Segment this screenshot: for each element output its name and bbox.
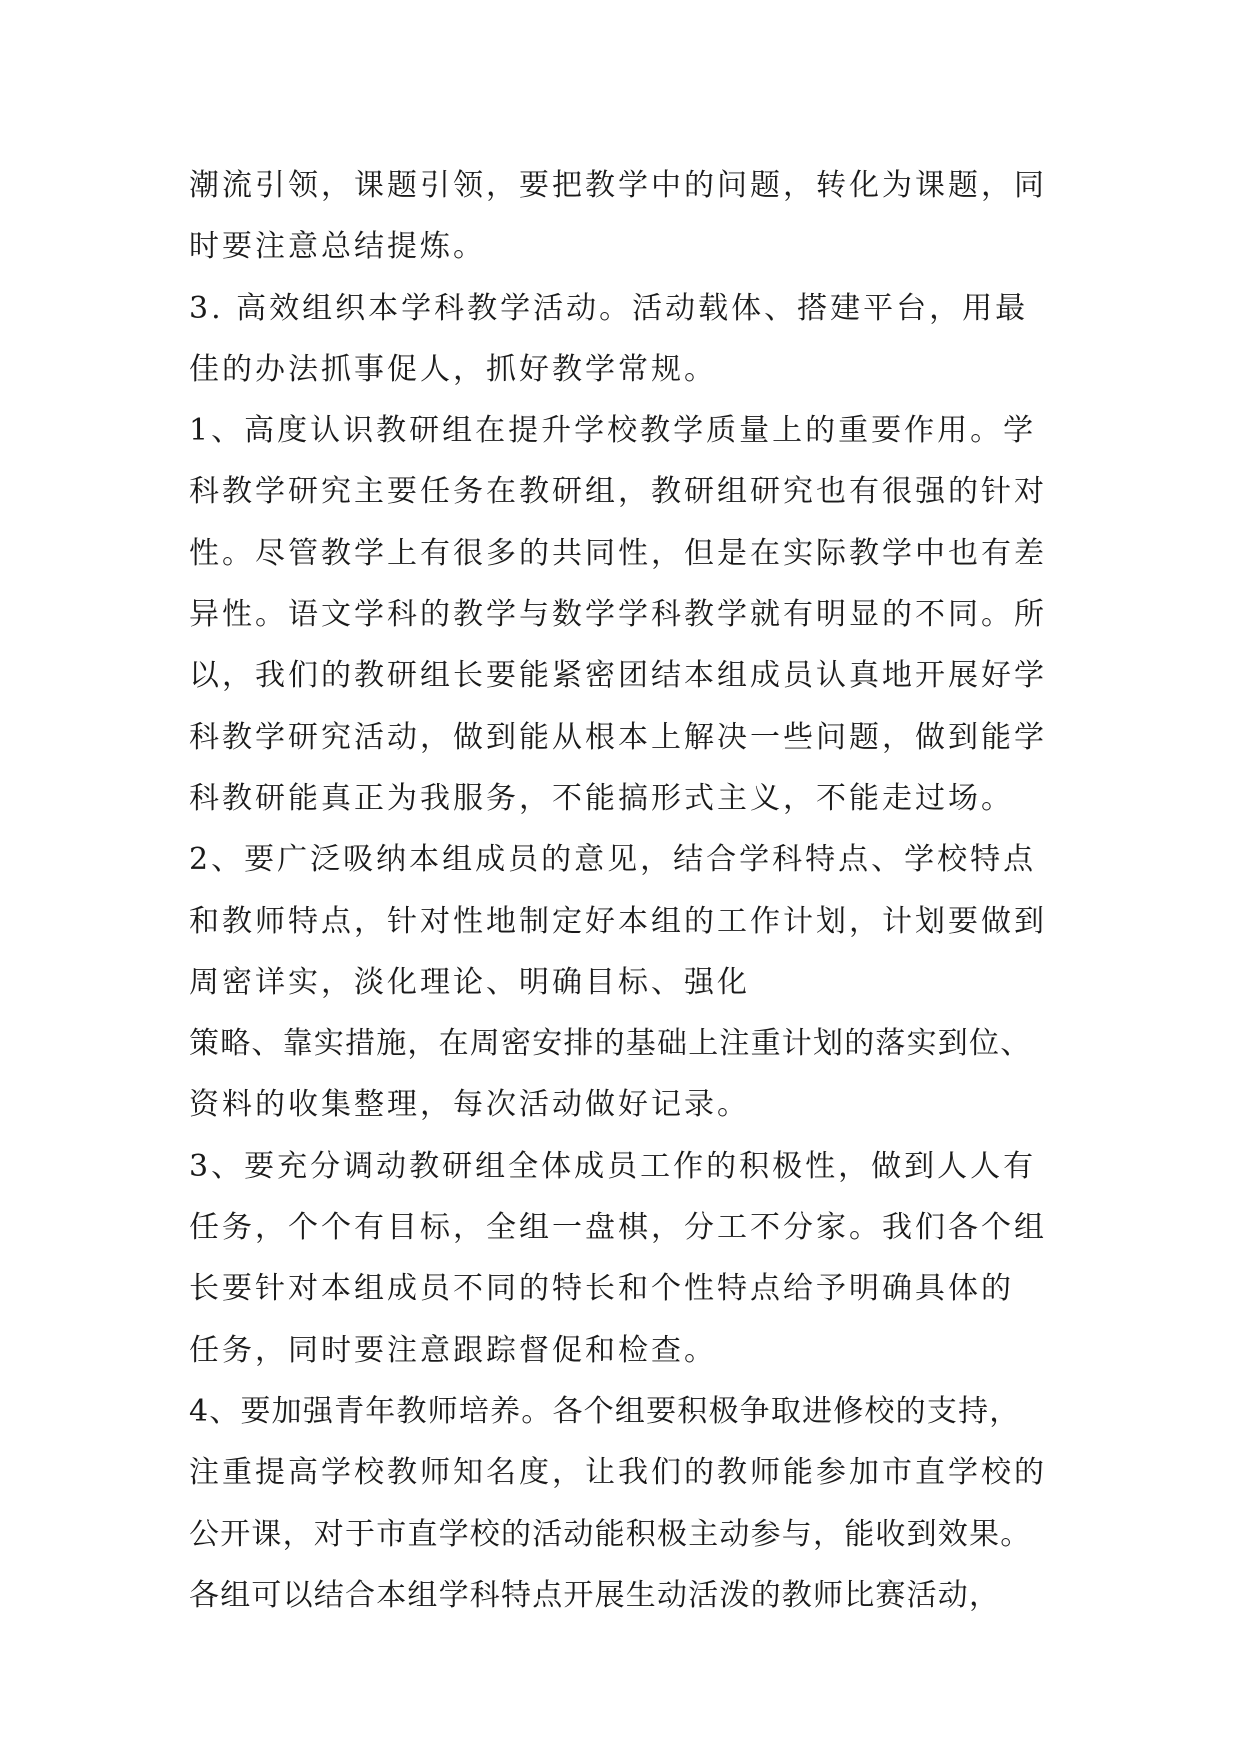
text-line: 3、要充分调动教研组全体成员工作的积极性，做到人人有 (189, 1148, 1037, 1184)
text-line: 任务，个个有目标，全组一盘棋，分工不分家。我们各个组 (189, 1210, 1047, 1246)
text-line: 资料的收集整理，每次活动做好记录。 (189, 1087, 750, 1123)
text-line: 注重提高学校教师知名度，让我们的教师能参加市直学校的 (189, 1455, 1047, 1491)
text-line: 异性。语文学科的教学与数学学科教学就有明显的不同。所 (189, 597, 1047, 633)
text-line: 潮流引领，课题引领，要把教学中的问题，转化为课题，同 (189, 168, 1047, 203)
text-line: 2、要广泛吸纳本组成员的意见，结合学科特点、学校特点 (189, 842, 1037, 878)
text-line: 3. 高效组织本学科教学活动。活动载体、搭建平台，用最 (189, 290, 1029, 326)
text-line: 任务，同时要注意跟踪督促和检查。 (189, 1332, 717, 1368)
body-text (189, 155, 1069, 1626)
text-line: 以，我们的教研组长要能紧密团结本组成员认真地开展好学 (189, 658, 1047, 694)
text-line: 时要注意总结提炼。 (189, 229, 486, 265)
text-line: 科教学研究主要任务在教研组，教研组研究也有很强的针对 (189, 474, 1047, 510)
text-line: 科教学研究活动，做到能从根本上解决一些问题，做到能学 (189, 719, 1047, 755)
text-line: 周密详实，淡化理论、明确目标、强化 (189, 964, 750, 1000)
text-line: 4、要加强青年教师培养。各个组要积极争取进修校的支持， (189, 1393, 1021, 1429)
text-line: 佳的办法抓事促人，抓好教学常规。 (189, 351, 717, 387)
text-line: 各组可以结合本组学科特点开展生动活泼的教师比赛活动， (189, 1577, 1001, 1613)
text-line: 1、高度认识教研组在提升学校教学质量上的重要作用。学 (189, 413, 1037, 449)
text-line: 和教师特点，针对性地制定好本组的工作计划，计划要做到 (189, 903, 1047, 939)
text-line: 性。尽管教学上有很多的共同性，但是在实际教学中也有差 (189, 535, 1047, 571)
text-line: 长要针对本组成员不同的特长和个性特点给予明确具体的 (189, 1271, 1014, 1307)
text-line: 策略、靠实措施，在周密安排的基础上注重计划的落实到位、 (189, 1026, 1032, 1062)
text-line: 科教研能真正为我服务，不能搞形式主义，不能走过场。 (189, 780, 1014, 816)
text-line: 公开课，对于市直学校的活动能积极主动参与，能收到效果。 (189, 1516, 1032, 1552)
